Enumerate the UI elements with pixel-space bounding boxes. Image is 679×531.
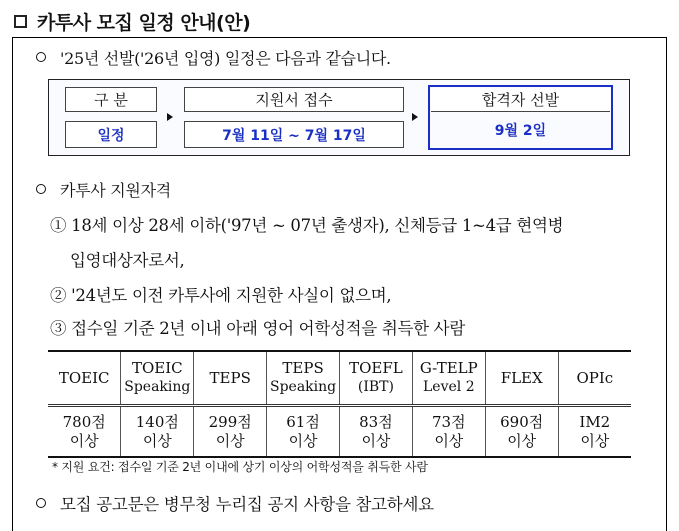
step-label-category: 구 분 (65, 87, 157, 112)
page-title (14, 8, 250, 34)
requirement-note: * 지원 요건: 접수일 기준 2년 이내에 상기 이상의 어학성적을 취득한 사람 (52, 460, 428, 474)
english-score-table (48, 350, 631, 458)
footer-line (36, 491, 434, 515)
table-header-cell: G-TELP Level 2 (412, 351, 485, 406)
table-cell: 690점 이상 (485, 406, 558, 458)
table-header-cell: TEPS Speaking (267, 351, 340, 406)
qualification-item-3: ③ 접수일 기준 2년 이내 아래 영어 어학성적을 취득한 사람 (50, 319, 465, 338)
qualification-item-1-cont: 입영대상자로서, (70, 251, 185, 270)
table-cell: 140점 이상 (121, 406, 194, 458)
step-label-application: 지원서 접수 (184, 87, 404, 112)
table-header-cell: TOEIC Speaking (121, 351, 194, 406)
circle-bullet-icon (36, 52, 46, 62)
table-cell: 83점 이상 (340, 406, 413, 458)
table-cell: 73점 이상 (412, 406, 485, 458)
intro-text: '25년 선발('26년 입영) 일정은 다음과 같습니다. (60, 49, 391, 68)
step-label-selection: 합격자 선발 (431, 88, 610, 112)
table-header-row (48, 351, 631, 406)
page-title-text: 카투사 모집 일정 안내(안) (37, 11, 251, 34)
qualification-item-2: ② '24년도 이전 카투사에 지원한 사실이 없으며, (50, 286, 392, 305)
step-value-application: 7월 11일 ~ 7월 17일 (184, 121, 404, 148)
intro-line (36, 46, 391, 69)
table-row (48, 406, 631, 458)
table-cell: IM2 이상 (558, 406, 631, 458)
step-value-selection: 9월 2일 (494, 123, 547, 139)
arrow-right-icon (167, 113, 173, 121)
table-cell: 299점 이상 (194, 406, 267, 458)
circle-bullet-icon (36, 184, 46, 194)
circle-bullet-icon (36, 498, 46, 508)
table-cell: 780점 이상 (48, 406, 121, 458)
checkbox-square-icon (14, 15, 27, 28)
table-header-cell: OPIc (558, 351, 631, 406)
schedule-process (48, 79, 630, 156)
qualification-item-1: ① 18세 이상 28세 이하('97년 ~ 07년 출생자), 신체등급 1~4급 현역병 (50, 216, 564, 235)
table-header-cell: FLEX (485, 351, 558, 406)
arrow-right-icon (412, 113, 418, 121)
table-cell: 61점 이상 (267, 406, 340, 458)
table-header-cell: TOEFL (IBT) (340, 351, 413, 406)
step-value-category: 일정 (65, 121, 157, 148)
footer-text: 모집 공고문은 병무청 누리집 공지 사항을 참고하세요 (60, 495, 434, 514)
table-header-cell: TEPS (194, 351, 267, 406)
table-header-cell: TOEIC (48, 351, 121, 406)
qualification-heading: 카투사 지원자격 (36, 178, 171, 201)
